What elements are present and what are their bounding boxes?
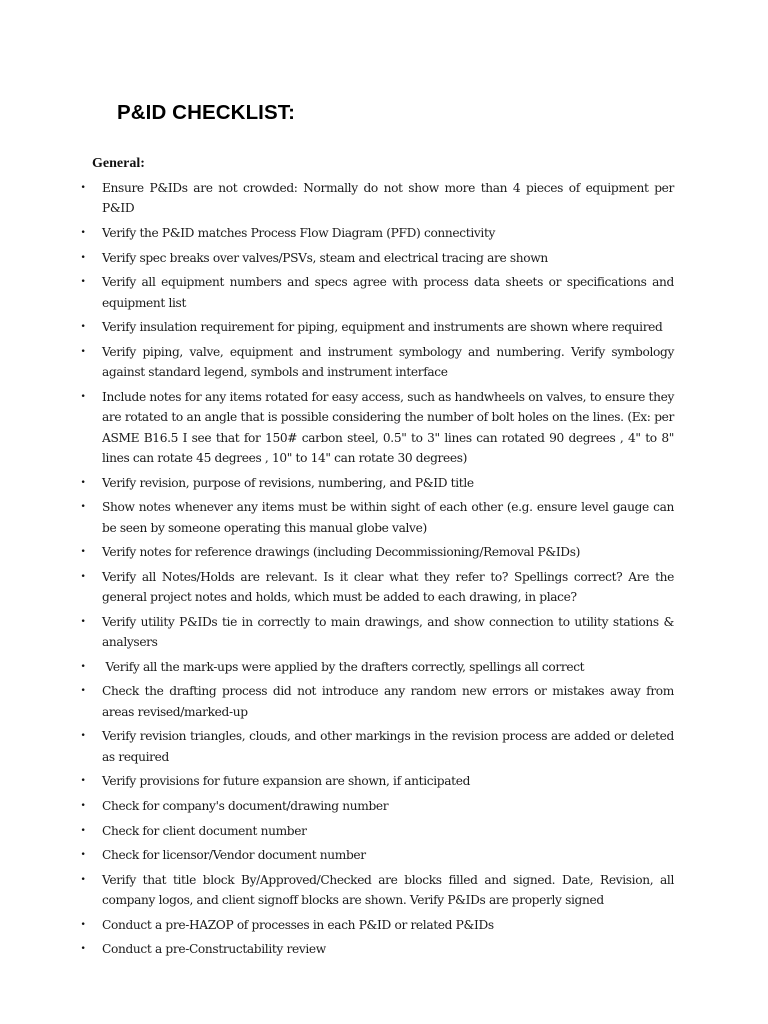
checklist-item <box>0 542 674 562</box>
checklist-item <box>0 473 674 493</box>
checklist-item <box>0 771 674 791</box>
bullet-icon: • <box>80 322 86 333</box>
bullet-icon: • <box>80 183 86 193</box>
checklist-item-text: Ensure P&IDs are not crowded: Normally do not show more than 4 pieces of equipment per P&ID <box>102 181 674 216</box>
checklist-item-text: Verify revision triangles, clouds, and other markings in the revision process are added or deleted as required <box>102 729 674 764</box>
checklist-item-text: Verify the P&ID matches Process Flow Diagram (PFD) connectivity <box>102 226 496 240</box>
bullet-icon: • <box>80 776 86 787</box>
checklist-item <box>0 497 674 538</box>
bullet-icon: • <box>80 391 86 402</box>
checklist-item-text: Verify insulation requirement for piping, equipment and instruments are shown where required <box>102 320 663 335</box>
bullet-icon: • <box>80 800 86 811</box>
checklist-item-text: Check for licensor/Vendor document number <box>102 848 366 863</box>
checklist-item-text: Verify spec breaks over valves/PSVs, steam and electrical tracing are shown <box>102 250 548 265</box>
checklist-item <box>0 845 674 865</box>
bullet-icon: • <box>80 502 86 513</box>
checklist-item-text: Verify provisions for future expansion are shown, if anticipated <box>102 774 471 789</box>
bullet-icon: • <box>80 731 86 742</box>
checklist-item <box>0 342 674 383</box>
checklist-item-text: Verify utility P&IDs tie in correctly to main drawings, and show connection to utility stations & analysers <box>102 614 674 650</box>
checklist-item <box>0 387 674 469</box>
checklist-item <box>0 317 674 337</box>
checklist-item-text: Verify notes for reference drawings (including Decommissioning/Removal P&IDs) <box>102 545 581 560</box>
bullet-icon: • <box>80 346 86 357</box>
checklist-item <box>0 223 674 243</box>
bullet-icon: • <box>80 825 86 836</box>
bullet-icon: • <box>80 616 86 627</box>
bullet-icon: • <box>80 919 86 930</box>
section-heading-text: General <box>92 156 141 171</box>
checklist-item <box>0 821 674 841</box>
bullet-icon: • <box>80 944 86 955</box>
section-heading-colon: : <box>140 156 145 171</box>
checklist-item-text: Verify all equipment numbers and specs agree with process data sheets or specifications and equipment list <box>102 275 674 310</box>
bullet-icon: • <box>80 661 86 672</box>
checklist-item <box>0 915 674 935</box>
checklist-item <box>0 796 674 816</box>
checklist-item <box>0 681 674 722</box>
bullet-icon: • <box>80 277 86 288</box>
bullet-icon: • <box>80 850 86 861</box>
checklist-item-text: Check the drafting process did not introduce any random new errors or mistakes away from areas revised/marked-up <box>102 684 674 719</box>
checklist-item <box>0 248 674 268</box>
checklist-item <box>0 178 674 219</box>
bullet-icon: • <box>80 874 86 885</box>
bullet-icon: • <box>80 252 86 263</box>
checklist-item-text: Verify revision, purpose of revisions, numbering, and P&ID title <box>102 475 474 490</box>
checklist-item <box>0 870 674 911</box>
checklist <box>0 178 768 964</box>
checklist-item <box>0 726 674 767</box>
section-heading-general <box>92 154 145 174</box>
checklist-item-text: Include notes for any items rotated for easy access, such as handwheels on valves, to ensure they are rotated to an angle that is possible considering the number of bolt holes on the lines. (Ex: per ASME B16.5 I see that for 150# carbon steel, 0.5" to 3" lines can rotated 90 degrees , 4" to 8" lines can rotate 45 degrees , 10" to 14" can rotate 30 degrees) <box>102 389 674 465</box>
bullet-icon: • <box>80 228 86 238</box>
checklist-item <box>0 657 674 677</box>
bullet-icon: • <box>80 571 86 582</box>
checklist-item-text: Check for client document number <box>102 823 307 838</box>
bullet-icon: • <box>80 547 86 558</box>
checklist-item-text: Verify that title block By/Approved/Checked are blocks filled and signed. Date, Revision, all company logos, and client signoff blocks are shown. Verify P&IDs are properly signed <box>102 872 674 908</box>
checklist-item-text: Verify all Notes/Holds are relevant. Is it clear what they refer to? Spellings correct? Are the general project notes and holds, which must be added to each drawing, in place? <box>102 569 674 605</box>
checklist-item-text: Conduct a pre-HAZOP of processes in each P&ID or related P&IDs <box>102 917 494 932</box>
bullet-icon: • <box>80 686 86 697</box>
checklist-item <box>0 272 674 313</box>
checklist-item-text: Verify piping, valve, equipment and instrument symbology and numbering. Verify symbology against standard legend, symbols and instrument interface <box>102 344 674 380</box>
checklist-item-text: Check for company's document/drawing number <box>102 798 389 813</box>
document-title: P&ID CHECKLIST: <box>117 101 296 124</box>
checklist-item <box>0 939 674 959</box>
checklist-item <box>0 567 674 608</box>
checklist-item-text: Show notes whenever any items must be within sight of each other (e.g. ensure level gauge can be seen by someone operating this manual globe valve) <box>102 500 674 535</box>
bullet-icon: • <box>80 477 86 488</box>
checklist-item-text: Conduct a pre-Constructability review <box>102 942 326 957</box>
checklist-item-text: Verify all the mark-ups were applied by the drafters correctly, spellings all correct <box>102 659 585 674</box>
checklist-item <box>0 612 674 653</box>
